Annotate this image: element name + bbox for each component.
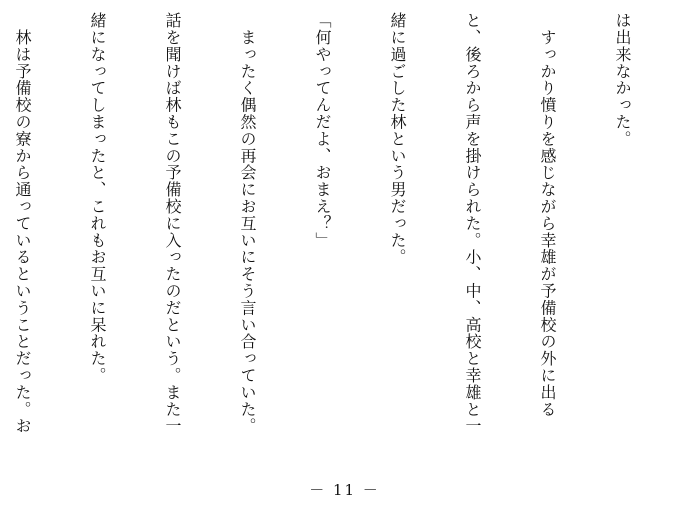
text-column: 緒になってしまったと、これもお互いに呆れた。 (88, 12, 107, 384)
text-column: 話を聞けば林もこの予備校に入ったのだという。また一 (163, 12, 182, 435)
text-column: 「何やってんだよ、おまえ？」 (313, 12, 332, 249)
text-column: 緒に過ごした林という男だった。 (388, 12, 407, 266)
text-column: まったく偶然の再会にお互いにそう言い合っていた。 (238, 12, 257, 435)
text-column: と、後ろから声を掛けられた。小、中、高校と幸雄と一 (463, 12, 482, 435)
text-column: 林は予備校の寮から通っているということだった。お (13, 12, 32, 435)
text-column: は出来なかった。 (613, 12, 632, 148)
text-column: すっかり憤りを感じながら幸雄が予備校の外に出る (538, 12, 557, 418)
body-text (0, 12, 685, 478)
page-number: － 11 － (309, 481, 380, 499)
